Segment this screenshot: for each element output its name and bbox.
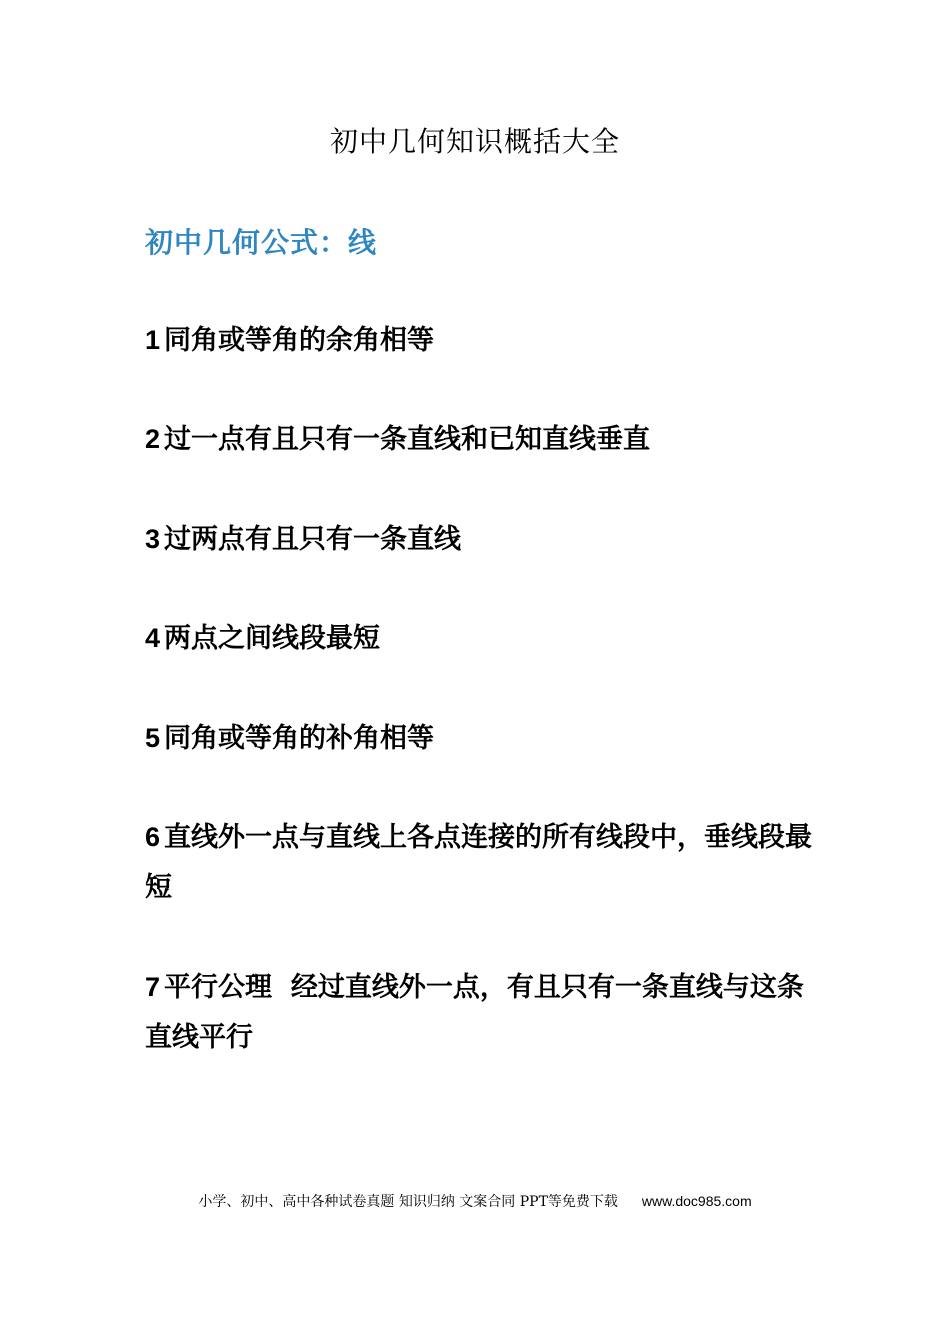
list-item-3	[145, 514, 815, 565]
item-number: 5	[145, 723, 161, 753]
item-number: 1	[145, 325, 161, 355]
list-item-1	[145, 315, 815, 366]
list-item-7	[145, 962, 815, 1063]
item-number: 7	[145, 972, 161, 1002]
list-item-5	[145, 713, 815, 764]
item-text: 两点之间线段最短	[164, 623, 381, 654]
item-number: 2	[145, 424, 161, 454]
item-text: 过一点有且只有一条直线和已知直线垂直	[164, 424, 651, 455]
page-footer	[0, 1190, 950, 1213]
list-item-6	[145, 812, 815, 913]
item-number: 4	[145, 623, 161, 653]
item-text: 平行公理 经过直线外一点，有且只有一条直线与这条直线平行	[145, 972, 804, 1053]
page-title: 初中几何知识概括大全	[329, 125, 620, 158]
list-item-4	[145, 613, 815, 664]
item-number: 3	[145, 524, 161, 554]
list-item-2	[145, 414, 815, 465]
footer-text: 小学、初中、高中各种试卷真题 知识归纳 文案合同 PPT等免费下载	[198, 1194, 618, 1210]
item-text: 同角或等角的补角相等	[164, 723, 435, 754]
item-text: 过两点有且只有一条直线	[164, 524, 462, 555]
item-number: 6	[145, 822, 161, 852]
footer-site-link[interactable]: www.doc985.com	[641, 1193, 752, 1209]
item-text: 同角或等角的余角相等	[164, 325, 435, 356]
section-heading: 初中几何公式：线	[145, 226, 378, 259]
item-text: 直线外一点与直线上各点连接的所有线段中，垂线段最短	[145, 822, 813, 903]
